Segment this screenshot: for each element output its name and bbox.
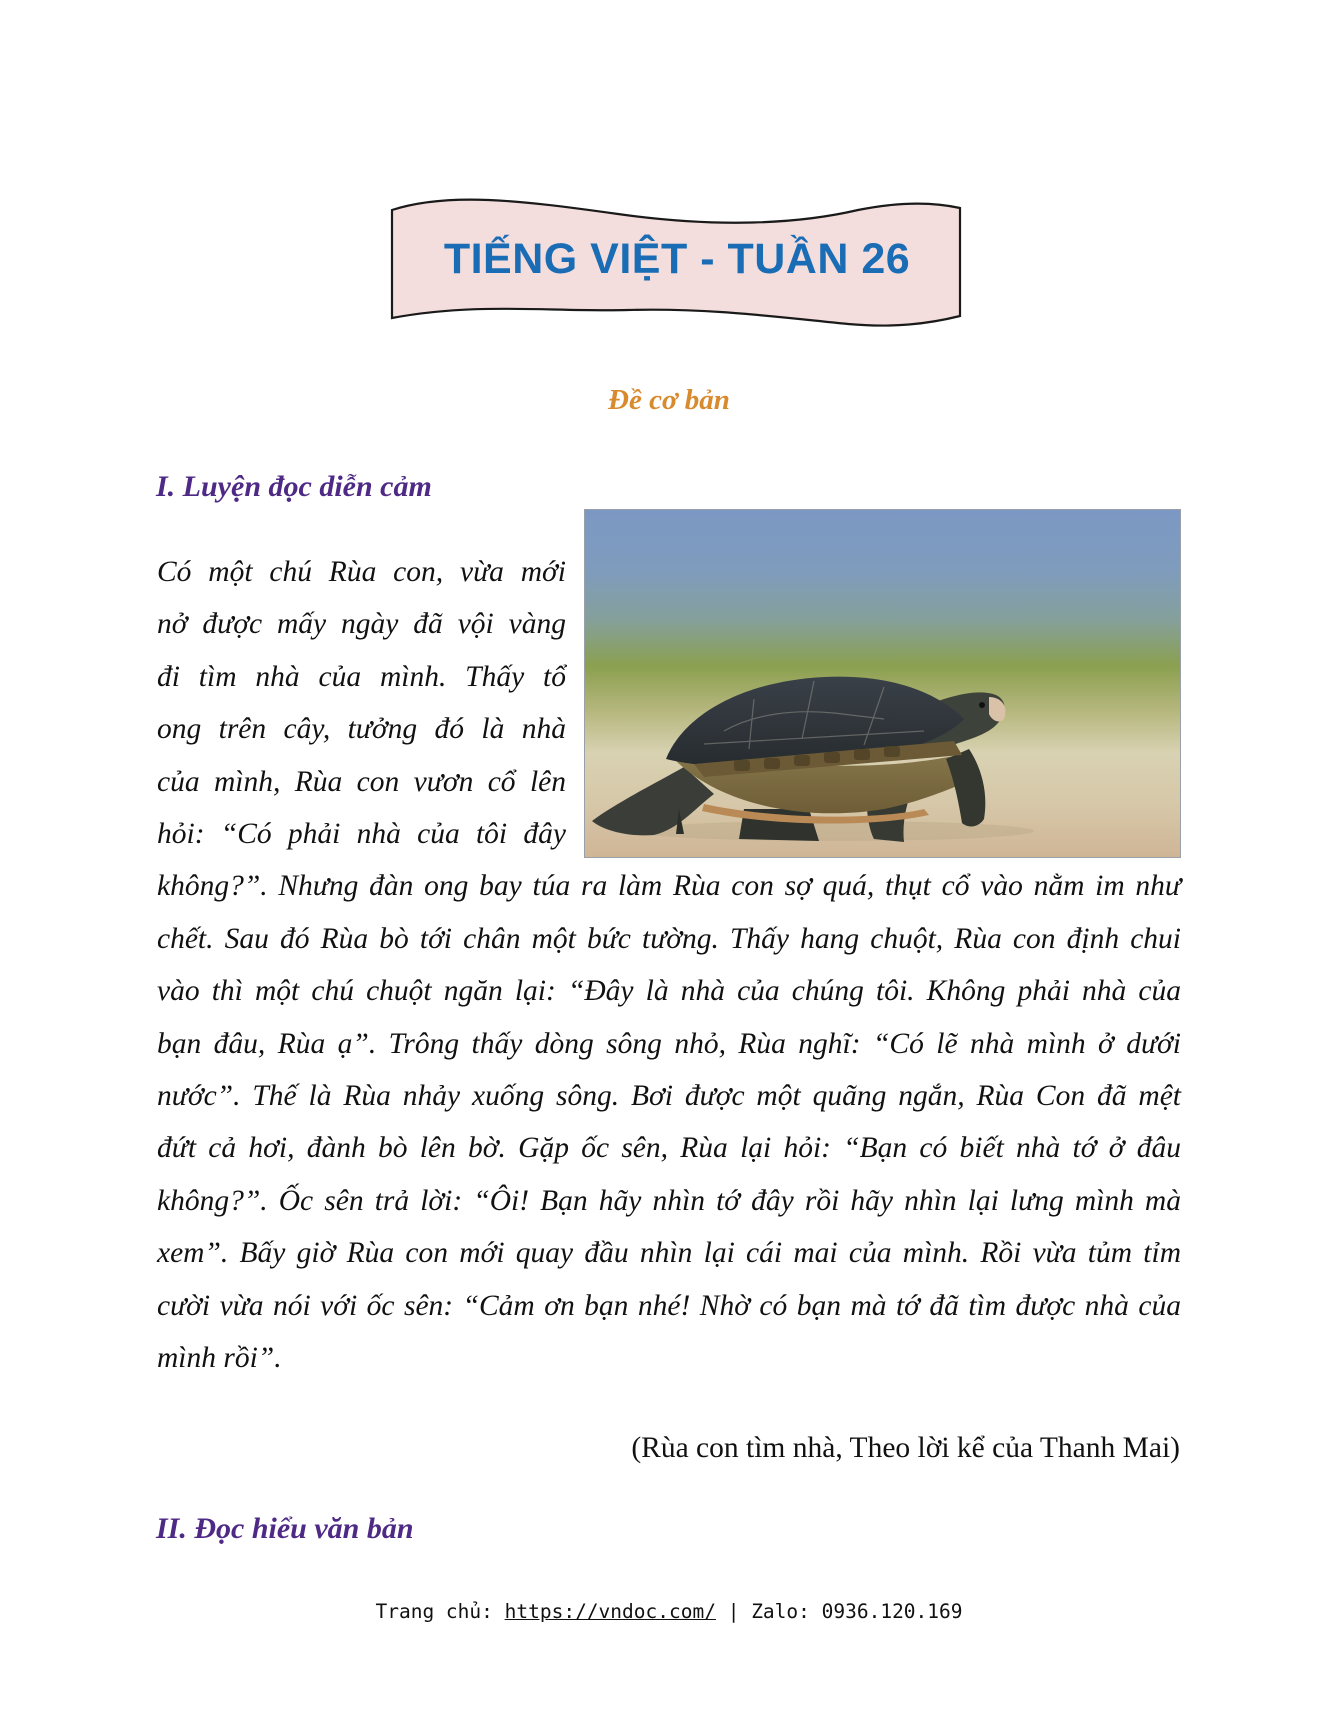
passage-line: xem”. Bấy giờ Rùa con mới quay đầu nhìn lại cái mai của mình. Rồi vừa tủm tỉm [157, 1237, 1181, 1270]
passage-line: nở được mấy ngày đã vội vàng [157, 608, 566, 641]
turtle-image-icon [584, 509, 1181, 858]
passage-line: Có một chú Rùa con, vừa mới [157, 556, 566, 588]
turtle-photo [584, 509, 1181, 858]
passage-line: chết. Sau đó Rùa bò tới chân một bức tường. Thấy hang chuột, Rùa con định chui [157, 922, 1181, 955]
passage-line: đứt cả hơi, đành bò lên bờ. Gặp ốc sên, Rùa lại hỏi: “Bạn có biết nhà tớ ở đâu [157, 1132, 1181, 1165]
passage-line: của mình, Rùa con vươn cổ lên [157, 765, 566, 798]
passage-line: cười vừa nói với ốc sên: “Cảm ơn bạn nhé! Nhờ có bạn mà tớ đã tìm được nhà của [157, 1289, 1181, 1322]
passage-line: đi tìm nhà của mình. Thấy tổ [157, 660, 566, 693]
passage-line: nước”. Thế là Rùa nhảy xuống sông. Bơi được một quãng ngắn, Rùa Con đã mệt [157, 1080, 1181, 1113]
page-footer [0, 1600, 1338, 1623]
passage-citation: (Rùa con tìm nhà, Theo lời kể của Thanh Mai) [631, 1432, 1180, 1464]
passage-line: mình rồi”. [157, 1342, 282, 1375]
homepage-link[interactable]: https://vndoc.com/ [504, 1600, 716, 1623]
subtitle-text: Đề cơ bản [608, 384, 730, 416]
reading-passage [157, 546, 1181, 1385]
passage-line: vào thì một chú chuột ngăn lại: “Đây là nhà của chúng tôi. Không phải nhà của [157, 975, 1181, 1008]
footer-contact: Zalo: 0936.120.169 [751, 1600, 963, 1623]
passage-line: hỏi: “Có phải nhà của tôi đây [157, 818, 566, 851]
page-title: TIẾNG VIỆT - TUẦN 26 [443, 234, 911, 283]
title-banner [388, 198, 966, 333]
passage-line: ong trên cây, tưởng đó là nhà [157, 713, 566, 746]
passage-line: bạn đâu, Rùa ạ”. Trông thấy dòng sông nhỏ, Rùa nghĩ: “Có lẽ nhà mình ở dưới [157, 1027, 1181, 1060]
section-heading-comprehension: II. Đọc hiểu văn bản [156, 1512, 414, 1545]
footer-prefix: Trang chủ: [375, 1600, 505, 1623]
subtitle [0, 384, 1338, 417]
passage-line: không?”. Ốc sên trả lời: “Ôi! Bạn hãy nhìn tớ đây rồi hãy nhìn lại lưng mình mà [157, 1184, 1181, 1217]
passage-line: không?”. Nhưng đàn ong bay túa ra làm Rùa con sợ quá, thụt cổ vào nằm im như [157, 870, 1181, 903]
section-heading-reading: I. Luyện đọc diễn cảm [156, 470, 432, 503]
footer-separator: | [715, 1600, 752, 1623]
